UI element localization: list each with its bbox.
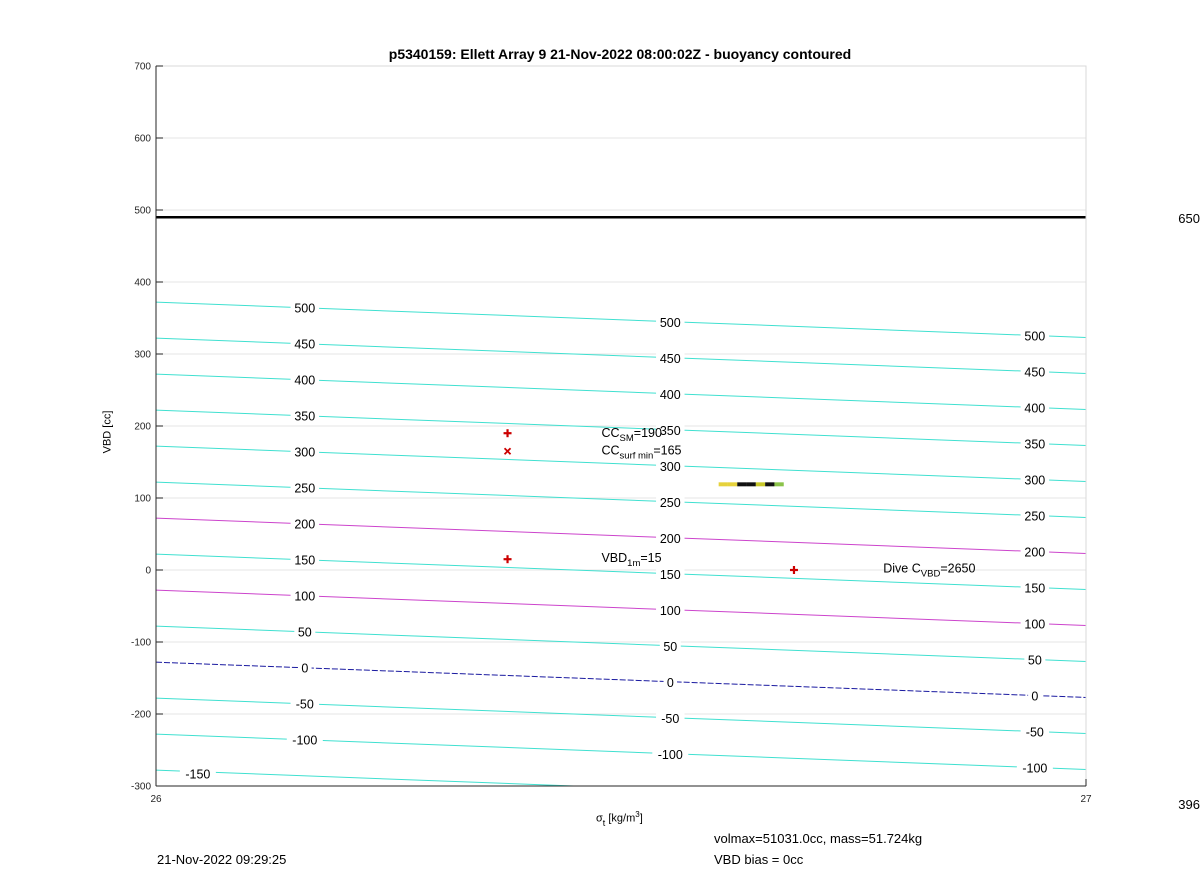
x-axis-label-symbol: σ — [596, 812, 603, 825]
contour-label: -100 — [657, 747, 683, 762]
x-axis-label — [596, 810, 643, 828]
y-tick-label: 200 — [134, 421, 151, 433]
annotation-surf-min: $CC_{surf min}=165$ — [601, 443, 682, 462]
contour-label: -150 — [185, 767, 211, 782]
y-tick-label: 700 — [134, 61, 151, 73]
contour-label: 150 — [294, 553, 316, 568]
contour-label: 250 — [294, 481, 316, 496]
contour-label: 200 — [659, 531, 681, 546]
y-tick-label: 600 — [134, 133, 151, 145]
contour-label: 100 — [659, 603, 681, 618]
contour-label: 400 — [294, 373, 316, 388]
x-axis-label-end: ] — [639, 812, 643, 825]
contour-label: 500 — [294, 301, 316, 316]
contour-label: 450 — [294, 337, 316, 352]
right-edge-top-value: 650 — [1178, 211, 1200, 226]
y-tick-label: 400 — [134, 277, 151, 289]
x-axis-label-sub: t — [602, 817, 606, 828]
contour-label: 300 — [294, 445, 316, 460]
contour-label: 250 — [1024, 509, 1046, 524]
y-tick-label: 0 — [145, 565, 151, 577]
y-tick-label: 500 — [134, 205, 151, 217]
contour-label: 50 — [663, 639, 678, 654]
contour-label: 200 — [1024, 545, 1046, 560]
y-tick-label: 300 — [134, 349, 151, 361]
contour-label: 500 — [659, 315, 681, 330]
y-tick-label: -200 — [130, 709, 151, 721]
x-tick-label: 26 — [150, 794, 162, 805]
contour-label: 0 — [666, 675, 674, 690]
contour-label: 100 — [294, 589, 316, 604]
x-tick-label: 27 — [1080, 794, 1092, 805]
y-axis-label: VBD [cc] — [101, 410, 114, 454]
contour-label: 300 — [659, 459, 681, 474]
right-edge-bottom-value: 396 — [1178, 797, 1200, 812]
footer-volmax: volmax=51031.0cc, mass=51.724kg — [714, 831, 923, 846]
annotation-VBD: Dive $C_{VBD}=2650$ — [883, 561, 976, 580]
contour-label: 400 — [1024, 401, 1046, 416]
contour-label: -50 — [661, 711, 680, 726]
contour-label: 350 — [294, 409, 316, 424]
footer-bias: VBD bias = 0cc — [714, 852, 804, 867]
contour-label: 500 — [1024, 329, 1046, 344]
annotation-1m: $VBD_{1m}=15$ — [601, 550, 662, 569]
contour-label: -100 — [292, 733, 318, 748]
chart-title: p5340159: Ellett Array 9 21-Nov-2022 08:00:02Z - buoyancy contoured — [388, 46, 852, 62]
contour-label: 150 — [659, 567, 681, 582]
contour-label: -50 — [1025, 725, 1044, 740]
contour-label: 450 — [1024, 365, 1046, 380]
y-tick-label: 100 — [134, 493, 151, 505]
contour-label: 150 — [1024, 581, 1046, 596]
contour-label: 100 — [1024, 617, 1046, 632]
contour-label: 300 — [1024, 473, 1046, 488]
contour-label: 50 — [1027, 653, 1042, 668]
footer-timestamp: 21-Nov-2022 09:29:25 — [157, 852, 287, 867]
x-axis-label-rest: [kg/m — [605, 812, 636, 825]
contour-label: 200 — [294, 517, 316, 532]
contour-label: 350 — [659, 423, 681, 438]
annotation-SM: $CC_{SM}=190$ — [601, 426, 662, 445]
contour-label: 250 — [659, 495, 681, 510]
contour-label: 400 — [659, 387, 681, 402]
y-tick-label: -300 — [130, 781, 151, 793]
contour-label: -100 — [1022, 761, 1048, 776]
y-tick-label: -100 — [130, 637, 151, 649]
contour-label: -50 — [295, 697, 314, 712]
contour-label: 0 — [1031, 689, 1039, 704]
contour-label: 50 — [297, 625, 312, 640]
contour-label: 450 — [659, 351, 681, 366]
contour-label: 0 — [301, 661, 309, 676]
contour-label: 350 — [1024, 437, 1046, 452]
x-axis-label-sup: 3 — [635, 810, 640, 819]
